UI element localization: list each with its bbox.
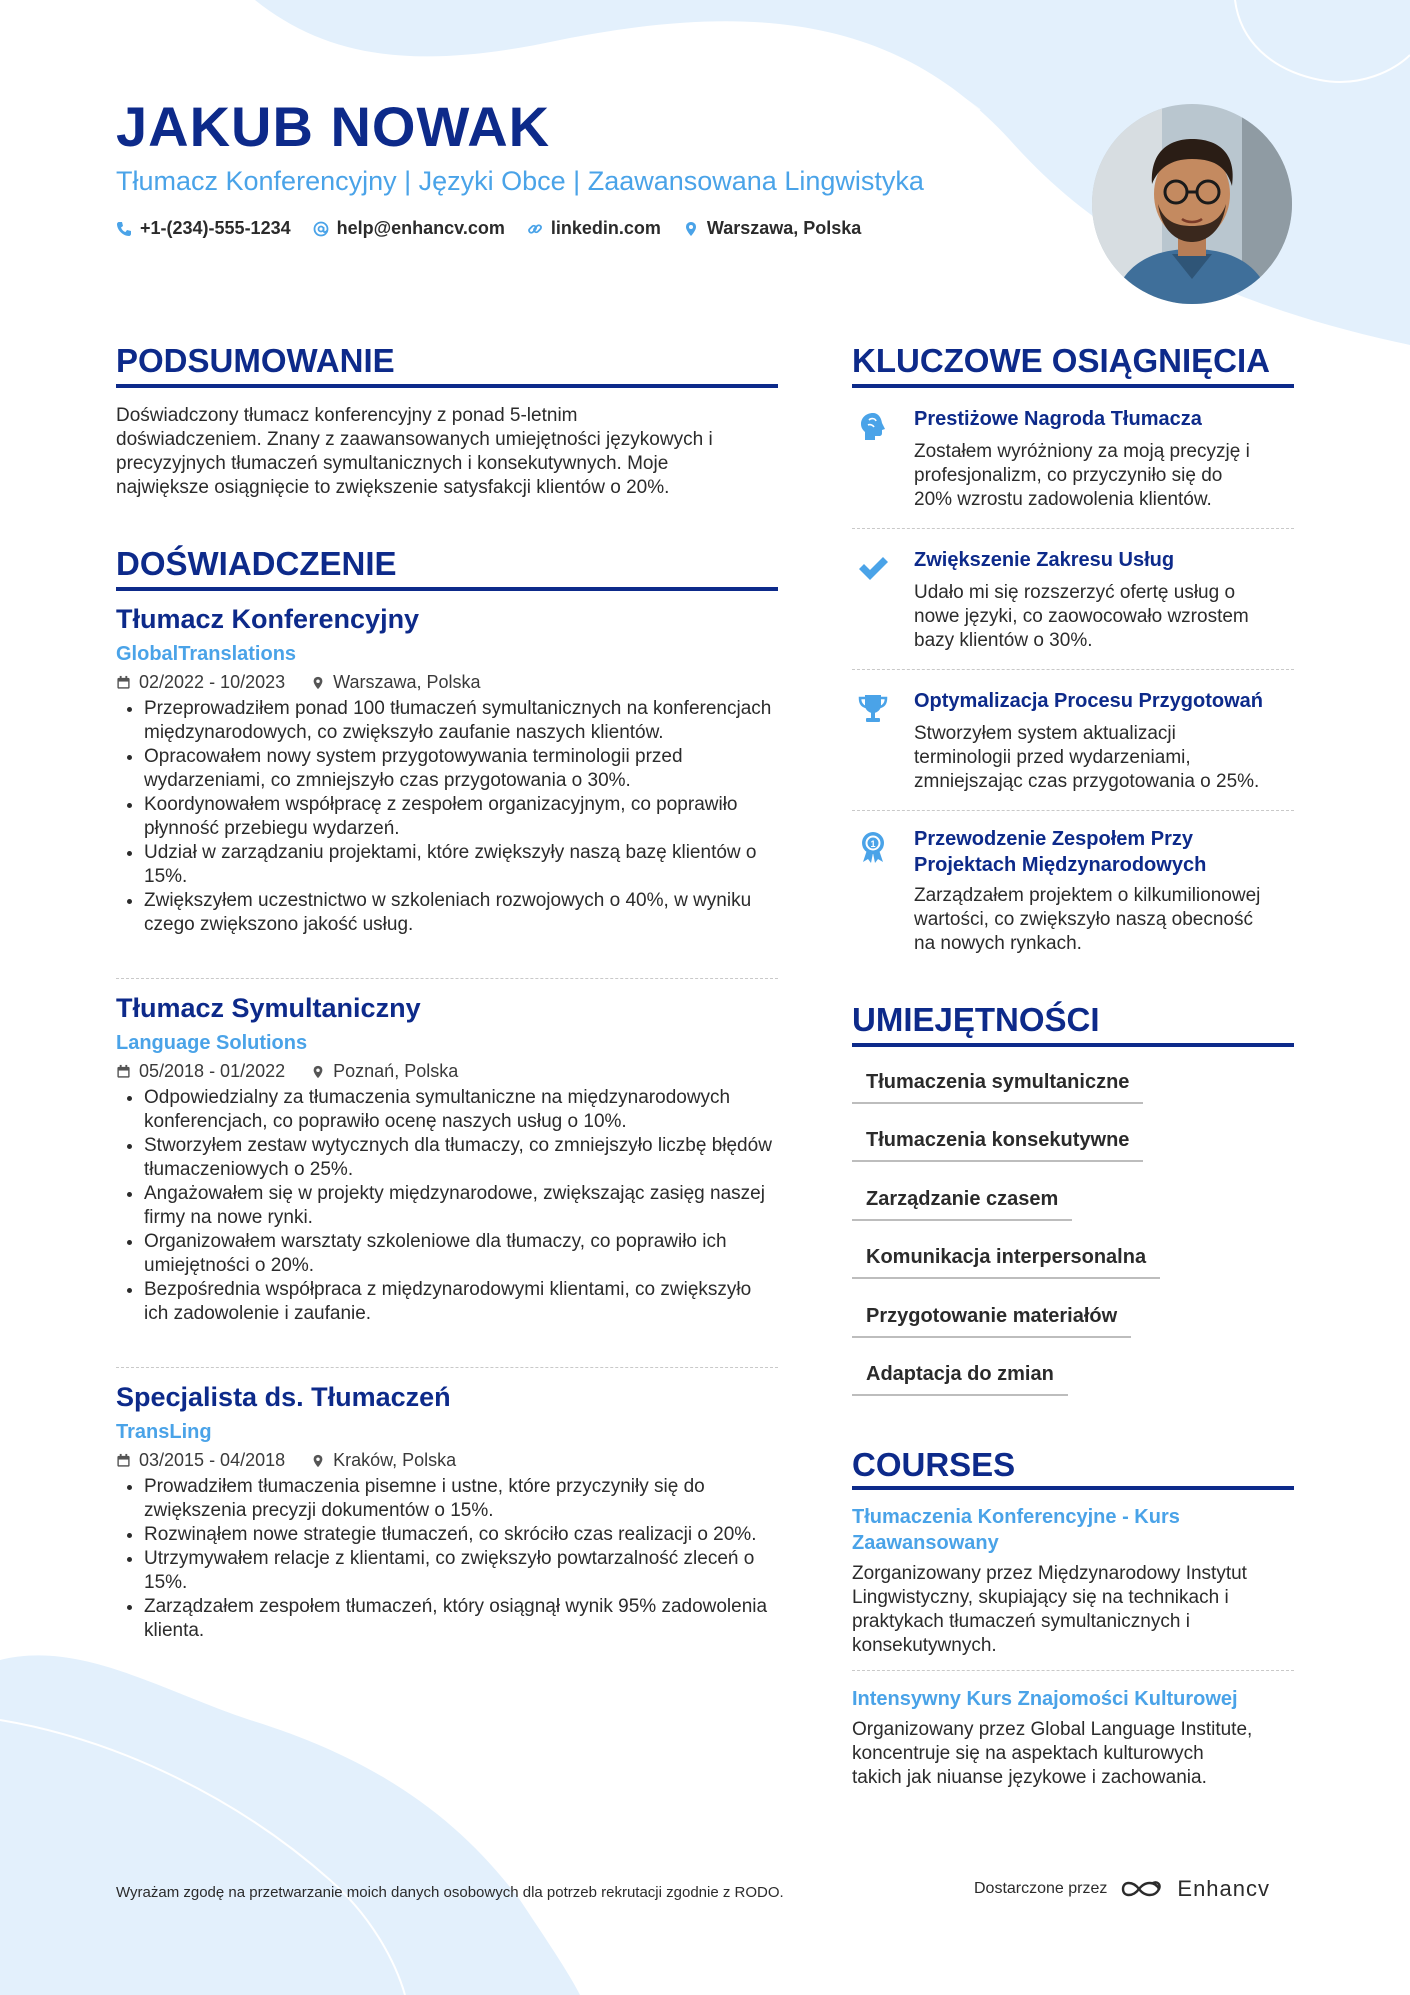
achievement-desc-line: nowe języki, co zaowocowało wzrostem xyxy=(914,606,1249,627)
summary-text xyxy=(116,404,786,500)
trophy-icon xyxy=(856,692,890,726)
job-title: Specjalista ds. Tłumaczeń xyxy=(116,1382,451,1412)
skills-heading: UMIEJĘTNOŚCI xyxy=(852,1001,1100,1038)
checkmark-icon xyxy=(856,551,890,585)
course-desc xyxy=(852,1562,1294,1658)
contact-linkedin[interactable] xyxy=(527,218,661,239)
summary-line: precyzyjnych tłumaczeń symultanicznych i konsekutywnych. Moje xyxy=(116,453,669,474)
achievement-title-line: Zwiększenie Zakresu Usług xyxy=(914,549,1175,571)
achievement-title xyxy=(914,406,1294,432)
job-dates xyxy=(116,1450,285,1471)
achievement-title-line: Projektach Międzynarodowych xyxy=(914,854,1207,876)
job-title: Tłumacz Konferencyjny xyxy=(116,604,420,634)
contact-location-text: Warszawa, Polska xyxy=(706,218,862,238)
divider xyxy=(852,669,1294,670)
achievement-title xyxy=(914,826,1294,878)
location-icon xyxy=(683,221,699,237)
achievement-item xyxy=(852,826,1294,956)
job-meta xyxy=(116,672,778,693)
achievement-desc-line: Stworzyłem system aktualizacji xyxy=(914,723,1176,744)
achievement-title-line: Optymalizacja Procesu Przygotowań xyxy=(914,690,1263,712)
job-location-text: Kraków, Polska xyxy=(333,1450,457,1470)
course-desc-line: praktykach tłumaczeń symultanicznych i xyxy=(852,1611,1190,1632)
location-icon xyxy=(311,1064,325,1080)
job-bullet: • Odpowiedzialny za tłumaczenia symultaniczne na międzynarodowych konferencjach, co poprawiło ocenę naszych usług o 10%. xyxy=(144,1086,778,1134)
job-dates-text: 02/2022 - 10/2023 xyxy=(139,672,286,692)
job-bullet: • Zarządzałem zespołem tłumaczeń, który osiągnął wynik 95% zadowolenia klienta. xyxy=(144,1595,778,1643)
achievement-desc-line: Zostałem wyróżniony za moją precyzję i xyxy=(914,441,1250,462)
experience-heading-rule xyxy=(116,587,778,591)
course-desc-line: takich jak niuanse językowe i zachowania. xyxy=(852,1767,1207,1788)
achievement-item xyxy=(852,406,1294,512)
job-location xyxy=(311,1061,458,1082)
profile-photo xyxy=(1092,104,1292,304)
experience-heading: DOŚWIADCZENIE xyxy=(116,545,397,582)
contact-location xyxy=(683,218,861,239)
achievement-desc-line: Udało mi się rozszerzyć ofertę usług o xyxy=(914,582,1236,603)
achievement-desc xyxy=(914,722,1294,794)
candidate-name: JAKUB NOWAK xyxy=(116,95,551,158)
job-bullets xyxy=(116,1086,778,1326)
divider xyxy=(852,1670,1294,1671)
contact-email[interactable] xyxy=(313,218,505,239)
achievement-desc-line: bazy klientów o 30%. xyxy=(914,630,1093,651)
job-location xyxy=(311,1450,456,1471)
achievements-heading: KLUCZOWE OSIĄGNIĘCIA xyxy=(852,342,1270,379)
location-icon xyxy=(311,675,325,691)
job-company: TransLing xyxy=(116,1421,212,1443)
summary-heading-rule xyxy=(116,384,778,388)
job-bullet: • Udział w zarządzaniu projektami, które zwiększyły naszą bazę klientów o 15%. xyxy=(144,841,778,889)
achievement-title xyxy=(914,688,1294,714)
achievement-desc-line: profesjonalizm, co przyczyniło się do xyxy=(914,465,1223,486)
link-icon xyxy=(527,221,543,237)
svg-text:1: 1 xyxy=(870,839,876,849)
course-desc-line: konsekutywnych. xyxy=(852,1635,997,1656)
contact-phone[interactable] xyxy=(116,218,291,239)
job-dates-text: 05/2018 - 01/2022 xyxy=(139,1061,286,1081)
job-bullet: • Koordynowałem współpracę z zespołem organizacyjnym, co poprawiło płynność przebiegu wydarzeń. xyxy=(144,793,778,841)
course-title xyxy=(852,1686,1292,1712)
achievement-desc xyxy=(914,884,1294,956)
skill-tag: Adaptacja do zmian xyxy=(852,1363,1068,1396)
job-bullet: • Prowadziłem tłumaczenia pisemne i ustne, które przyczyniły się do zwiększenia precyzji dokumentów o 15%. xyxy=(144,1475,778,1523)
achievement-desc-line: 20% wzrostu zadowolenia klientów. xyxy=(914,489,1212,510)
calendar-icon xyxy=(116,675,131,690)
summary-line: doświadczeniem. Znany z zaawansowanych umiejętności językowych i xyxy=(116,429,713,450)
job-bullet: • Przeprowadziłem ponad 100 tłumaczeń symultanicznych na konferencjach międzynarodowych, co zwiększyło zaufanie naszych klientów. xyxy=(144,697,778,745)
course-desc-line: Lingwistyczny, skupiający się na technikach i xyxy=(852,1587,1229,1608)
job-bullet: • Opracowałem nowy system przygotowywania terminologii przed wydarzeniami, co zmniejszyło czas przygotowania o 30%. xyxy=(144,745,778,793)
achievement-desc-line: wartości, co zwiększyło naszą obecność xyxy=(914,909,1253,930)
skill-tag: Komunikacja interpersonalna xyxy=(852,1246,1160,1279)
powered-by[interactable] xyxy=(974,1876,1270,1902)
achievement-title-line: Przewodzenie Zespołem Przy xyxy=(914,828,1193,850)
enhancv-logo-icon xyxy=(1119,1876,1165,1902)
contact-email-text: help@enhancv.com xyxy=(336,218,505,238)
calendar-icon xyxy=(116,1064,131,1079)
job-bullet: • Bezpośrednia współpraca z międzynarodowymi klientami, co zwiększyło ich zadowolenie i zaufanie. xyxy=(144,1278,778,1326)
achievement-desc-line: Zarządzałem projektem o kilkumilionowej xyxy=(914,885,1261,906)
achievement-desc-line: zmniejszając czas przygotowania o 25%. xyxy=(914,771,1260,792)
job-location-text: Poznań, Polska xyxy=(333,1061,459,1081)
achievement-desc xyxy=(914,440,1294,512)
job-bullets xyxy=(116,697,778,937)
achievement-item xyxy=(852,688,1294,794)
course-desc-line: koncentruje się na aspektach kulturowych xyxy=(852,1743,1204,1764)
summary-heading: PODSUMOWANIE xyxy=(116,342,395,379)
enhancv-brand: Enhancv xyxy=(1177,1876,1271,1901)
course-title-line: Zaawansowany xyxy=(852,1532,999,1554)
course-title xyxy=(852,1504,1292,1556)
divider xyxy=(852,528,1294,529)
at-icon xyxy=(313,221,329,237)
consent-clause: Wyrażam zgodę na przetwarzanie moich danych osobowych dla potrzeb rekrutacji zgodnie z RODO. xyxy=(116,1884,784,1901)
candidate-title: Tłumacz Konferencyjny | Języki Obce | Zaawansowana Lingwistyka xyxy=(116,166,924,196)
job-bullet: • Zwiększyłem uczestnictwo w szkoleniach rozwojowych o 40%, w wyniku czego zwiększono jakość usług. xyxy=(144,889,778,937)
skill-tag: Przygotowanie materiałów xyxy=(852,1305,1131,1338)
contact-phone-text: +1-(234)-555-1234 xyxy=(140,218,291,238)
calendar-icon xyxy=(116,1453,131,1468)
courses-heading-rule xyxy=(852,1486,1294,1490)
job-bullet: • Rozwinąłem nowe strategie tłumaczeń, co skróciło czas realizacji o 20%. xyxy=(144,1523,778,1547)
achievement-title-line: Prestiżowe Nagroda Tłumacza xyxy=(914,408,1202,430)
job-dates xyxy=(116,1061,285,1082)
ribbon-icon xyxy=(856,830,890,864)
job-meta xyxy=(116,1450,778,1471)
contact-linkedin-text: linkedin.com xyxy=(550,218,661,238)
job-entry xyxy=(116,993,778,1326)
job-bullet: • Organizowałem warsztaty szkoleniowe dla tłumaczy, co poprawiło ich umiejętności o 20%. xyxy=(144,1230,778,1278)
divider xyxy=(116,978,778,979)
job-entry xyxy=(116,604,778,937)
skill-tag: Zarządzanie czasem xyxy=(852,1188,1072,1221)
skills-heading-rule xyxy=(852,1043,1294,1047)
summary-line: największe osiągnięcie to zwiększenie satysfakcji klientów o 20%. xyxy=(116,477,670,498)
location-icon xyxy=(311,1453,325,1469)
achievement-desc xyxy=(914,581,1294,653)
contact-bar xyxy=(116,218,861,239)
course-desc xyxy=(852,1718,1294,1790)
job-bullet: • Utrzymywałem relacje z klientami, co zwiększyło powtarzalność zleceń o 15%. xyxy=(144,1547,778,1595)
powered-by-label: Dostarczone przez xyxy=(974,1880,1108,1897)
job-dates xyxy=(116,672,285,693)
achievement-desc-line: na nowych rynkach. xyxy=(914,933,1082,954)
job-entry xyxy=(116,1382,778,1643)
summary-line: Doświadczony tłumacz konferencyjny z ponad 5-letnim xyxy=(116,405,578,426)
job-company: Language Solutions xyxy=(116,1032,308,1054)
course-title-line: Tłumaczenia Konferencyjne - Kurs xyxy=(852,1506,1180,1528)
course-desc-line: Zorganizowany przez Międzynarodowy Instytut xyxy=(852,1563,1247,1584)
job-meta xyxy=(116,1061,778,1082)
divider xyxy=(852,810,1294,811)
achievement-title xyxy=(914,547,1294,573)
job-dates-text: 03/2015 - 04/2018 xyxy=(139,1450,286,1470)
job-location xyxy=(311,672,480,693)
job-bullets xyxy=(116,1475,778,1643)
achievement-item xyxy=(852,547,1294,653)
phone-icon xyxy=(116,221,132,237)
courses-heading: COURSES xyxy=(852,1446,1016,1483)
divider xyxy=(116,1367,778,1368)
skill-tag: Tłumaczenia konsekutywne xyxy=(852,1129,1143,1162)
course-desc-line: Organizowany przez Global Language Institute, xyxy=(852,1719,1253,1740)
brain-icon xyxy=(856,410,890,444)
job-bullet: • Angażowałem się w projekty międzynarodowe, zwiększając zasięg naszej firmy na nowe rynki. xyxy=(144,1182,778,1230)
achievements-heading-rule xyxy=(852,384,1294,388)
job-title: Tłumacz Symultaniczny xyxy=(116,993,421,1023)
job-location-text: Warszawa, Polska xyxy=(333,672,481,692)
achievement-desc-line: terminologii przed wydarzeniami, xyxy=(914,747,1191,768)
skill-tag: Tłumaczenia symultaniczne xyxy=(852,1071,1143,1104)
job-company: GlobalTranslations xyxy=(116,643,297,665)
course-title-line: Intensywny Kurs Znajomości Kulturowej xyxy=(852,1688,1238,1710)
job-bullet: • Stworzyłem zestaw wytycznych dla tłumaczy, co zmniejszyło liczbę błędów tłumaczeniowych o 25%. xyxy=(144,1134,778,1182)
